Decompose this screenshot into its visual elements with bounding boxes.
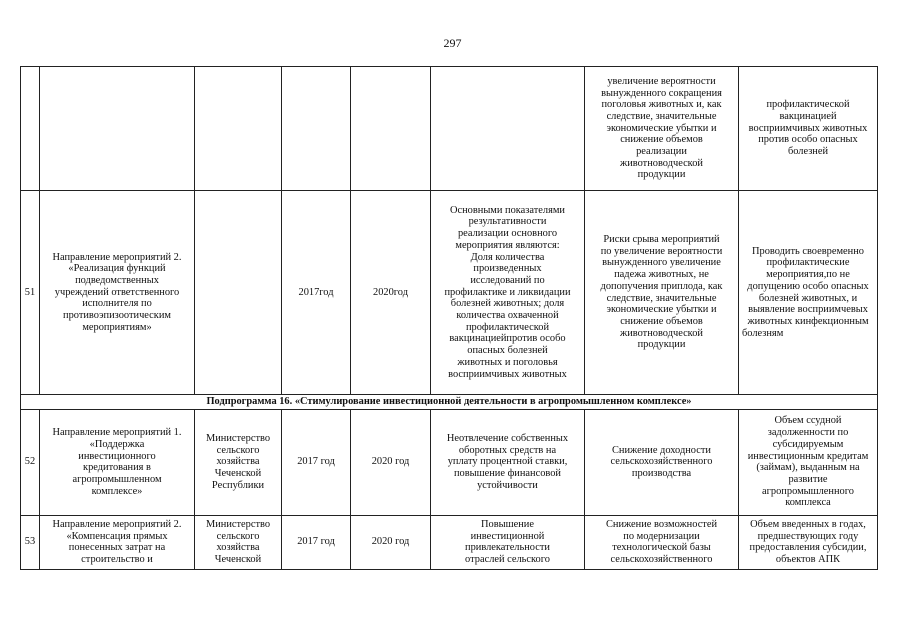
result-text: Повышение инвестиционной привлекательности отраслей сельского bbox=[465, 518, 550, 565]
start-year-cell bbox=[282, 67, 351, 191]
effects-cell bbox=[585, 67, 739, 191]
measures-table bbox=[20, 66, 878, 570]
direction-text: Направление мероприятий 2. «Реализация функций подведомственных учреждений ответственного исполнителя по противоэпизоотическим мероприятиям» bbox=[52, 251, 182, 333]
executor-text: Министерство сельского хозяйства Чеченской bbox=[205, 518, 271, 565]
effects-text: Снижение доходности сельскохозяйственного производства bbox=[610, 444, 713, 480]
measures-text: Объем введенных в годах, предшествующих году предоставления субсидии, объектов АПК bbox=[749, 518, 867, 565]
result-cell bbox=[431, 191, 585, 395]
row-number-cell: 53 bbox=[21, 515, 40, 569]
start-year-cell: 2017 год bbox=[282, 409, 351, 515]
result-text: Неотвлечение собственных оборотных средств на уплату процентной ставки, повышение финансовой устойчивости bbox=[446, 432, 569, 491]
row-number-cell: 52 bbox=[21, 409, 40, 515]
executor-cell bbox=[195, 515, 282, 569]
effects-cell bbox=[585, 191, 739, 395]
executor-text: Министерство сельского хозяйства Чеченской Республики bbox=[205, 432, 271, 491]
measures-cell bbox=[739, 191, 878, 395]
effects-cell bbox=[585, 409, 739, 515]
effects-text: увеличение вероятности вынужденного сокращения поголовья животных и, как следствие, значительные экономические убытки и снижение объемов реализации животноводческой продукции bbox=[601, 75, 722, 181]
direction-cell bbox=[40, 191, 195, 395]
measures-text: профилактической вакцинацией восприимчивых животных против особо опасных болезней bbox=[748, 99, 868, 158]
subprogram-row bbox=[21, 395, 878, 410]
table-row-continued bbox=[21, 67, 878, 191]
measures-cell bbox=[739, 409, 878, 515]
row-number-cell bbox=[21, 67, 40, 191]
result-text: Основными показателями результативности реализации основного мероприятия являются: Доля количества произведенных исследований по профилактике и ликвидации болезней животных; доля количества охваченной профилактической вакцинациейпротив особо опасных болезней животных и поголовья восприимчивых животных bbox=[444, 204, 571, 380]
table-row-51 bbox=[21, 191, 878, 395]
direction-text: Направление мероприятий 2. «Компенсация прямых понесенных затрат на строительство и bbox=[52, 518, 182, 565]
direction-cell bbox=[40, 515, 195, 569]
result-cell bbox=[431, 515, 585, 569]
row-number-cell: 51 bbox=[21, 191, 40, 395]
effects-text: Снижение возможностей по модернизации технологической базы сельскохозяйственного bbox=[605, 518, 718, 565]
effects-cell bbox=[585, 515, 739, 569]
start-year-cell: 2017 год bbox=[282, 515, 351, 569]
end-year-cell: 2020 год bbox=[351, 515, 431, 569]
page-number: 297 bbox=[443, 36, 462, 50]
executor-cell bbox=[195, 409, 282, 515]
start-year-cell: 2017год bbox=[282, 191, 351, 395]
result-cell bbox=[431, 409, 585, 515]
end-year-cell bbox=[351, 67, 431, 191]
measures-text: Объем ссудной задолженности по субсидируемым инвестиционным кредитам (займам), выданным на развитие агропромышленного комплекса bbox=[747, 415, 869, 509]
table-row-53 bbox=[21, 515, 878, 569]
measures-text: Проводить своевременно профилактические мероприятия,по не допущению особо опасных болезней животных, и выявление восприимчевых животных кинфекционным болезням bbox=[742, 245, 869, 339]
measures-cell bbox=[739, 67, 878, 191]
direction-cell bbox=[40, 67, 195, 191]
result-cell bbox=[431, 67, 585, 191]
executor-cell bbox=[195, 67, 282, 191]
end-year-cell: 2020 год bbox=[351, 409, 431, 515]
table-row-52 bbox=[21, 409, 878, 515]
end-year-cell: 2020год bbox=[351, 191, 431, 395]
executor-cell bbox=[195, 191, 282, 395]
direction-cell bbox=[40, 409, 195, 515]
measures-cell bbox=[739, 515, 878, 569]
direction-text: Направление мероприятий 1. «Поддержка инвестиционного кредитования в агропромышленном комплексе» bbox=[52, 427, 182, 497]
effects-text: Риски срыва мероприятий по увеличение вероятности вынужденного увеличение падежа животных, не допопучения приплода, как следствие, значительные экономические убытки и снижение объемов животноводческой продукции bbox=[600, 233, 723, 351]
subprogram-title: Подпрограмма 16. «Стимулирование инвестиционной деятельности в агропромышленном комплексе» bbox=[21, 395, 878, 410]
